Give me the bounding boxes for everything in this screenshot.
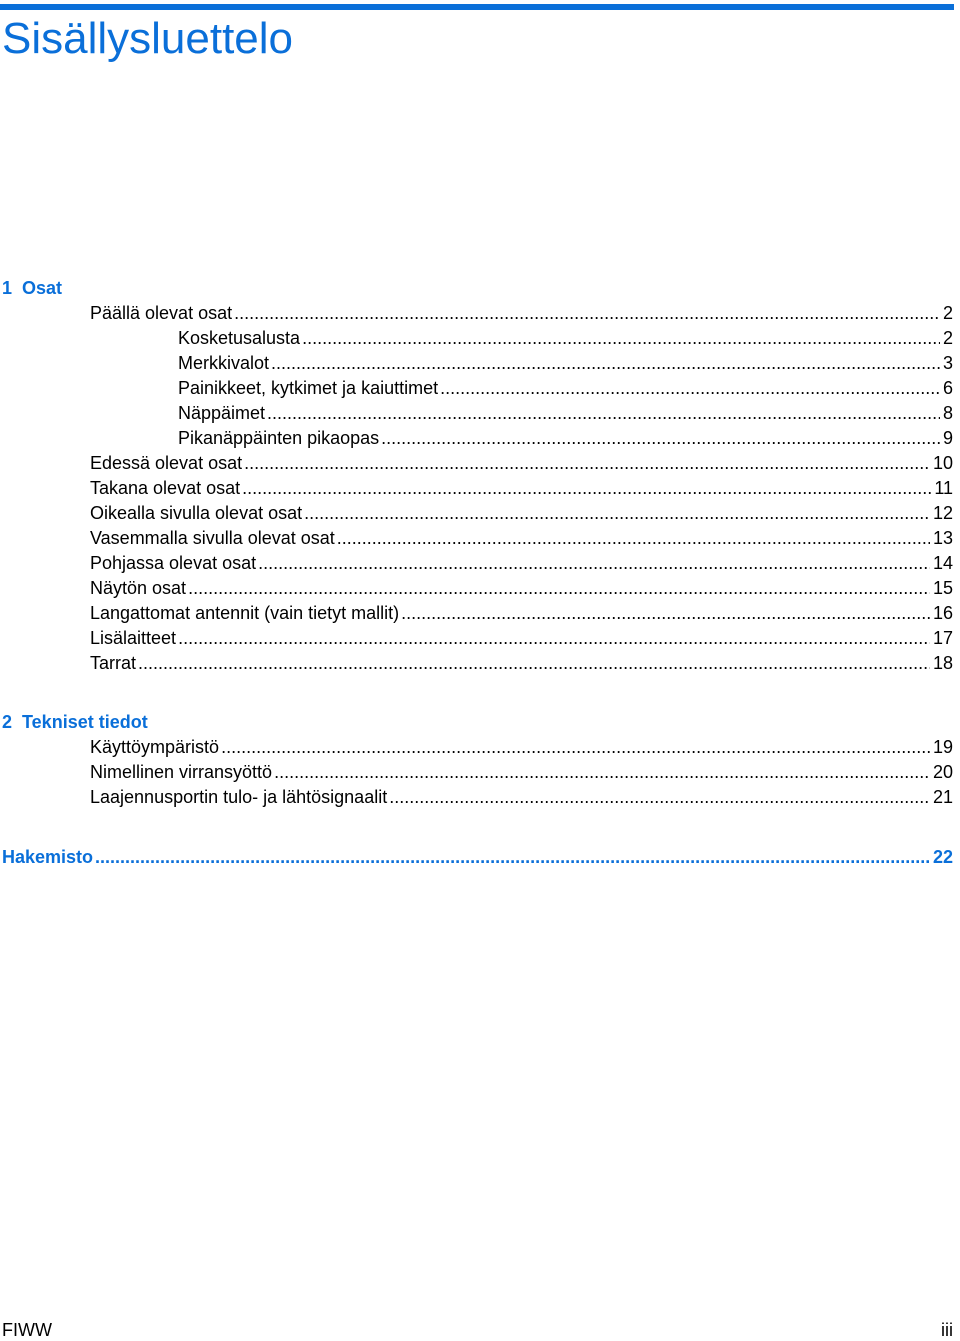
- page-title: Sisällysluettelo: [2, 14, 294, 63]
- toc-entry[interactable]: [178, 327, 953, 349]
- dot-leader: [138, 652, 930, 674]
- chapter-number: 1: [2, 278, 13, 298]
- dot-leader: [304, 502, 930, 524]
- toc-entry-page: 20: [932, 762, 953, 782]
- chapter-1-heading[interactable]: [2, 277, 62, 299]
- dot-leader: [302, 327, 940, 349]
- chapter-2-heading[interactable]: [2, 711, 148, 733]
- toc-entry[interactable]: [178, 377, 953, 399]
- toc-entry-label: Takana olevat osat: [90, 478, 241, 498]
- toc-entry-label: Langattomat antennit (vain tietyt mallit): [90, 603, 400, 623]
- dot-leader: [234, 302, 940, 324]
- toc-entry-label: Pikanäppäinten pikaopas: [178, 428, 380, 448]
- toc-entry[interactable]: [90, 552, 953, 574]
- toc-entry-page: 8: [942, 403, 953, 423]
- toc-entry[interactable]: [90, 627, 953, 649]
- toc-entry-label: Merkkivalot: [178, 353, 270, 373]
- toc-entry[interactable]: [90, 302, 953, 324]
- toc-entry[interactable]: [90, 602, 953, 624]
- toc-entry-page: 19: [932, 737, 953, 757]
- dot-leader: [389, 786, 930, 808]
- toc-entry-label: Lisälaitteet: [90, 628, 177, 648]
- toc-entry-label: Laajennusportin tulo- ja lähtösignaalit: [90, 787, 388, 807]
- dot-leader: [244, 452, 930, 474]
- dot-leader: [440, 377, 940, 399]
- toc-entry-page: 2: [942, 328, 953, 348]
- footer-locale-code: FIWW: [2, 1320, 52, 1340]
- chapter-title: Osat: [22, 278, 63, 298]
- toc-entry-page: 18: [932, 653, 953, 673]
- toc-entry-label: Oikealla sivulla olevat osat: [90, 503, 303, 523]
- toc-entry-page: 21: [932, 787, 953, 807]
- toc-entry-label: Nimellinen virransyöttö: [90, 762, 273, 782]
- toc-entry-page: 2: [942, 303, 953, 323]
- dot-leader: [267, 402, 940, 424]
- toc-entry-label: Päällä olevat osat: [90, 303, 233, 323]
- toc-entry[interactable]: [178, 427, 953, 449]
- index-page: 22: [932, 847, 953, 867]
- top-rule: [0, 4, 954, 10]
- toc-entry-page: 10: [932, 453, 953, 473]
- footer-page-number: iii: [941, 1320, 953, 1340]
- toc-entry-label: Painikkeet, kytkimet ja kaiuttimet: [178, 378, 439, 398]
- toc-entry-index[interactable]: [2, 846, 953, 868]
- toc-entry-page: 13: [932, 528, 953, 548]
- toc-entry-label: Näppäimet: [178, 403, 266, 423]
- toc-entry[interactable]: [90, 652, 953, 674]
- dot-leader: [178, 627, 930, 649]
- dot-leader: [221, 736, 930, 758]
- index-label: Hakemisto: [2, 847, 94, 867]
- dot-leader: [242, 477, 931, 499]
- toc-entry-page: 15: [932, 578, 953, 598]
- toc-entry-page: 16: [932, 603, 953, 623]
- toc-entry-page: 6: [942, 378, 953, 398]
- toc-entry-label: Pohjassa olevat osat: [90, 553, 257, 573]
- chapter-number: 2: [2, 712, 13, 732]
- toc-entry-label: Kosketusalusta: [178, 328, 301, 348]
- toc-entry[interactable]: [90, 477, 953, 499]
- toc-entry[interactable]: [90, 452, 953, 474]
- toc-entry-label: Vasemmalla sivulla olevat osat: [90, 528, 335, 548]
- toc-entry[interactable]: [90, 761, 953, 783]
- toc-entry-label: Tarrat: [90, 653, 137, 673]
- dot-leader: [401, 602, 930, 624]
- dot-leader: [188, 577, 930, 599]
- toc-entry-label: Käyttöympäristö: [90, 737, 220, 757]
- toc-entry-page: 12: [932, 503, 953, 523]
- dot-leader: [337, 527, 930, 549]
- toc-entry[interactable]: [90, 502, 953, 524]
- toc-entry-label: Näytön osat: [90, 578, 187, 598]
- toc-entry-label: Edessä olevat osat: [90, 453, 243, 473]
- toc-entry-page: 17: [932, 628, 953, 648]
- chapter-title: Tekniset tiedot: [22, 712, 148, 732]
- toc-entry-page: 3: [942, 353, 953, 373]
- toc-entry[interactable]: [90, 736, 953, 758]
- toc-entry-page: 9: [942, 428, 953, 448]
- toc-entry[interactable]: [90, 577, 953, 599]
- toc-entry-page: 14: [932, 553, 953, 573]
- dot-leader: [95, 846, 930, 868]
- toc-entry[interactable]: [178, 352, 953, 374]
- toc-entry[interactable]: [90, 527, 953, 549]
- dot-leader: [381, 427, 940, 449]
- dot-leader: [274, 761, 930, 783]
- dot-leader: [271, 352, 940, 374]
- toc-entry-page: 11: [934, 478, 953, 498]
- dot-leader: [258, 552, 930, 574]
- toc-entry[interactable]: [178, 402, 953, 424]
- toc-entry[interactable]: [90, 786, 953, 808]
